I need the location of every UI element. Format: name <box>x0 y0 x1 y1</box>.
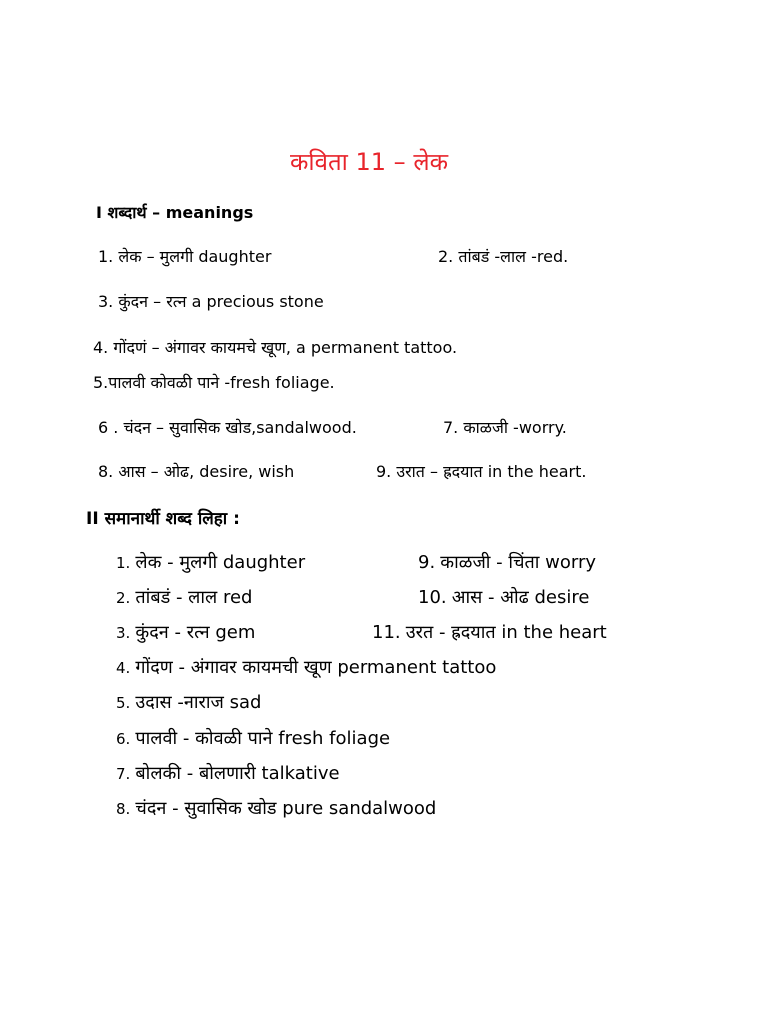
meaning-line: 3. कुंदन – रत्न a precious stone <box>98 292 324 311</box>
item-text: चंदन - सुवासिक खोड pure sandalwood <box>135 798 437 819</box>
item-number: 5. <box>116 694 131 712</box>
item-number: 3. <box>116 624 131 642</box>
list-item <box>116 624 255 642</box>
list-item <box>372 624 607 642</box>
item-number: 2. <box>116 589 131 607</box>
list-item <box>116 554 305 572</box>
list-item <box>116 694 261 712</box>
list-item <box>116 659 496 677</box>
item-number: 8. <box>116 800 131 818</box>
meaning-line: 6 . चंदन – सुवासिक खोड,sandalwood. <box>98 418 357 437</box>
item-text: उरत - ह्रदयात in the heart <box>405 622 607 643</box>
item-text: गोंदण - अंगावर कायमची खूण permanent tattoo <box>135 657 497 678</box>
item-text: बोलकी - बोलणारी talkative <box>135 763 340 784</box>
poem-title: कविता 11 – लेक <box>290 148 449 176</box>
meaning-line: 5.पालवी कोवळी पाने -fresh foliage. <box>93 373 335 392</box>
item-text: आस - ओढ desire <box>451 587 590 608</box>
list-item <box>116 765 340 783</box>
list-item <box>418 554 596 572</box>
list-item <box>116 589 252 607</box>
item-number: 6. <box>116 730 131 748</box>
item-text: तांबडं - लाल red <box>135 587 253 608</box>
item-number: 11. <box>372 622 401 643</box>
list-item <box>418 589 589 607</box>
meaning-line: 1. लेक – मुलगी daughter <box>98 247 272 266</box>
meaning-line: 9. उरात – ह्रदयात in the heart. <box>376 462 587 481</box>
meaning-line: 2. तांबडं -लाल -red. <box>438 247 569 266</box>
synonyms-heading: II समानार्थी शब्द लिहा : <box>86 509 240 529</box>
list-item <box>116 730 390 748</box>
list-item <box>116 800 436 818</box>
item-number: 9. <box>418 552 436 573</box>
item-text: पालवी - कोवळी पाने fresh foliage <box>135 728 391 749</box>
meanings-heading: I शब्दार्थ – meanings <box>96 203 254 222</box>
item-number: 1. <box>116 554 131 572</box>
meaning-line: 8. आस – ओढ, desire, wish <box>98 462 295 481</box>
meaning-line: 4. गोंदणं – अंगावर कायमचे खूण, a permanent tattoo. <box>93 338 458 357</box>
item-number: 7. <box>116 765 131 783</box>
meaning-line: 7. काळजी -worry. <box>443 418 567 437</box>
item-text: काळजी - चिंता worry <box>440 552 597 573</box>
item-text: लेक - मुलगी daughter <box>135 552 306 573</box>
item-number: 10. <box>418 587 447 608</box>
item-text: उदास -नाराज sad <box>135 692 262 713</box>
item-text: कुंदन - रत्न gem <box>135 622 256 643</box>
item-number: 4. <box>116 659 131 677</box>
